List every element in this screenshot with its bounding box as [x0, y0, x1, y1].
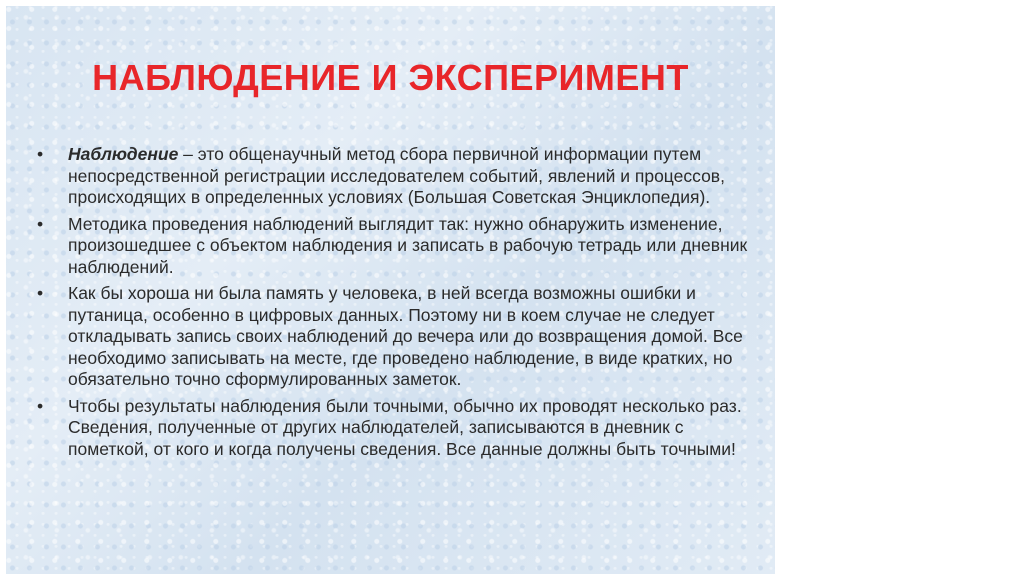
term-observation: Наблюдение: [68, 144, 179, 164]
bullet-icon: •: [37, 213, 44, 234]
bullet-icon: •: [37, 144, 44, 164]
bullet-icon: •: [37, 395, 44, 416]
bullet-list: [34, 144, 754, 465]
bullet-text: Методика проведения наблюдений выглядит так: нужно обнаружить изменение, произошедшее с объектом наблюдения и записать в рабочую тетрадь или дневник наблюдений.: [68, 213, 748, 277]
bullet-text: – это общенаучный метод сбора первичной информации путем непосредственной регистрации исследователем событий, явлений и процессов, происходящих в определенных условиях (Большая Советская Энциклопедия).: [68, 144, 725, 207]
bullet-icon: •: [37, 283, 44, 303]
slide-title: НАБЛЮДЕНИЕ И ЭКСПЕРИМЕНТ: [92, 57, 689, 98]
list-item: [34, 144, 754, 209]
bullet-text: Как бы хороша ни была память у человека, в ней всегда возможны ошибки и путаница, особенно в цифровых данных. Поэтому ни в коем случае не следует откладывать запись своих наблюдений до вечера или до возвращения домой. Все необходимо записывать на месте, где проведено наблюдение, в виде кратких, но обязательно точно сформулированных заметок.: [68, 283, 743, 389]
list-item: [34, 396, 754, 461]
bullet-text: Чтобы результаты наблюдения были точными, обычно их проводят несколько раз. Сведения, полученные от других наблюдателей, записываются в дневник с пометкой, от кого и когда получены сведения. Все данные должны быть точными!: [68, 395, 742, 459]
list-item: [34, 214, 754, 279]
list-item: [34, 283, 754, 391]
slide: [6, 6, 775, 574]
